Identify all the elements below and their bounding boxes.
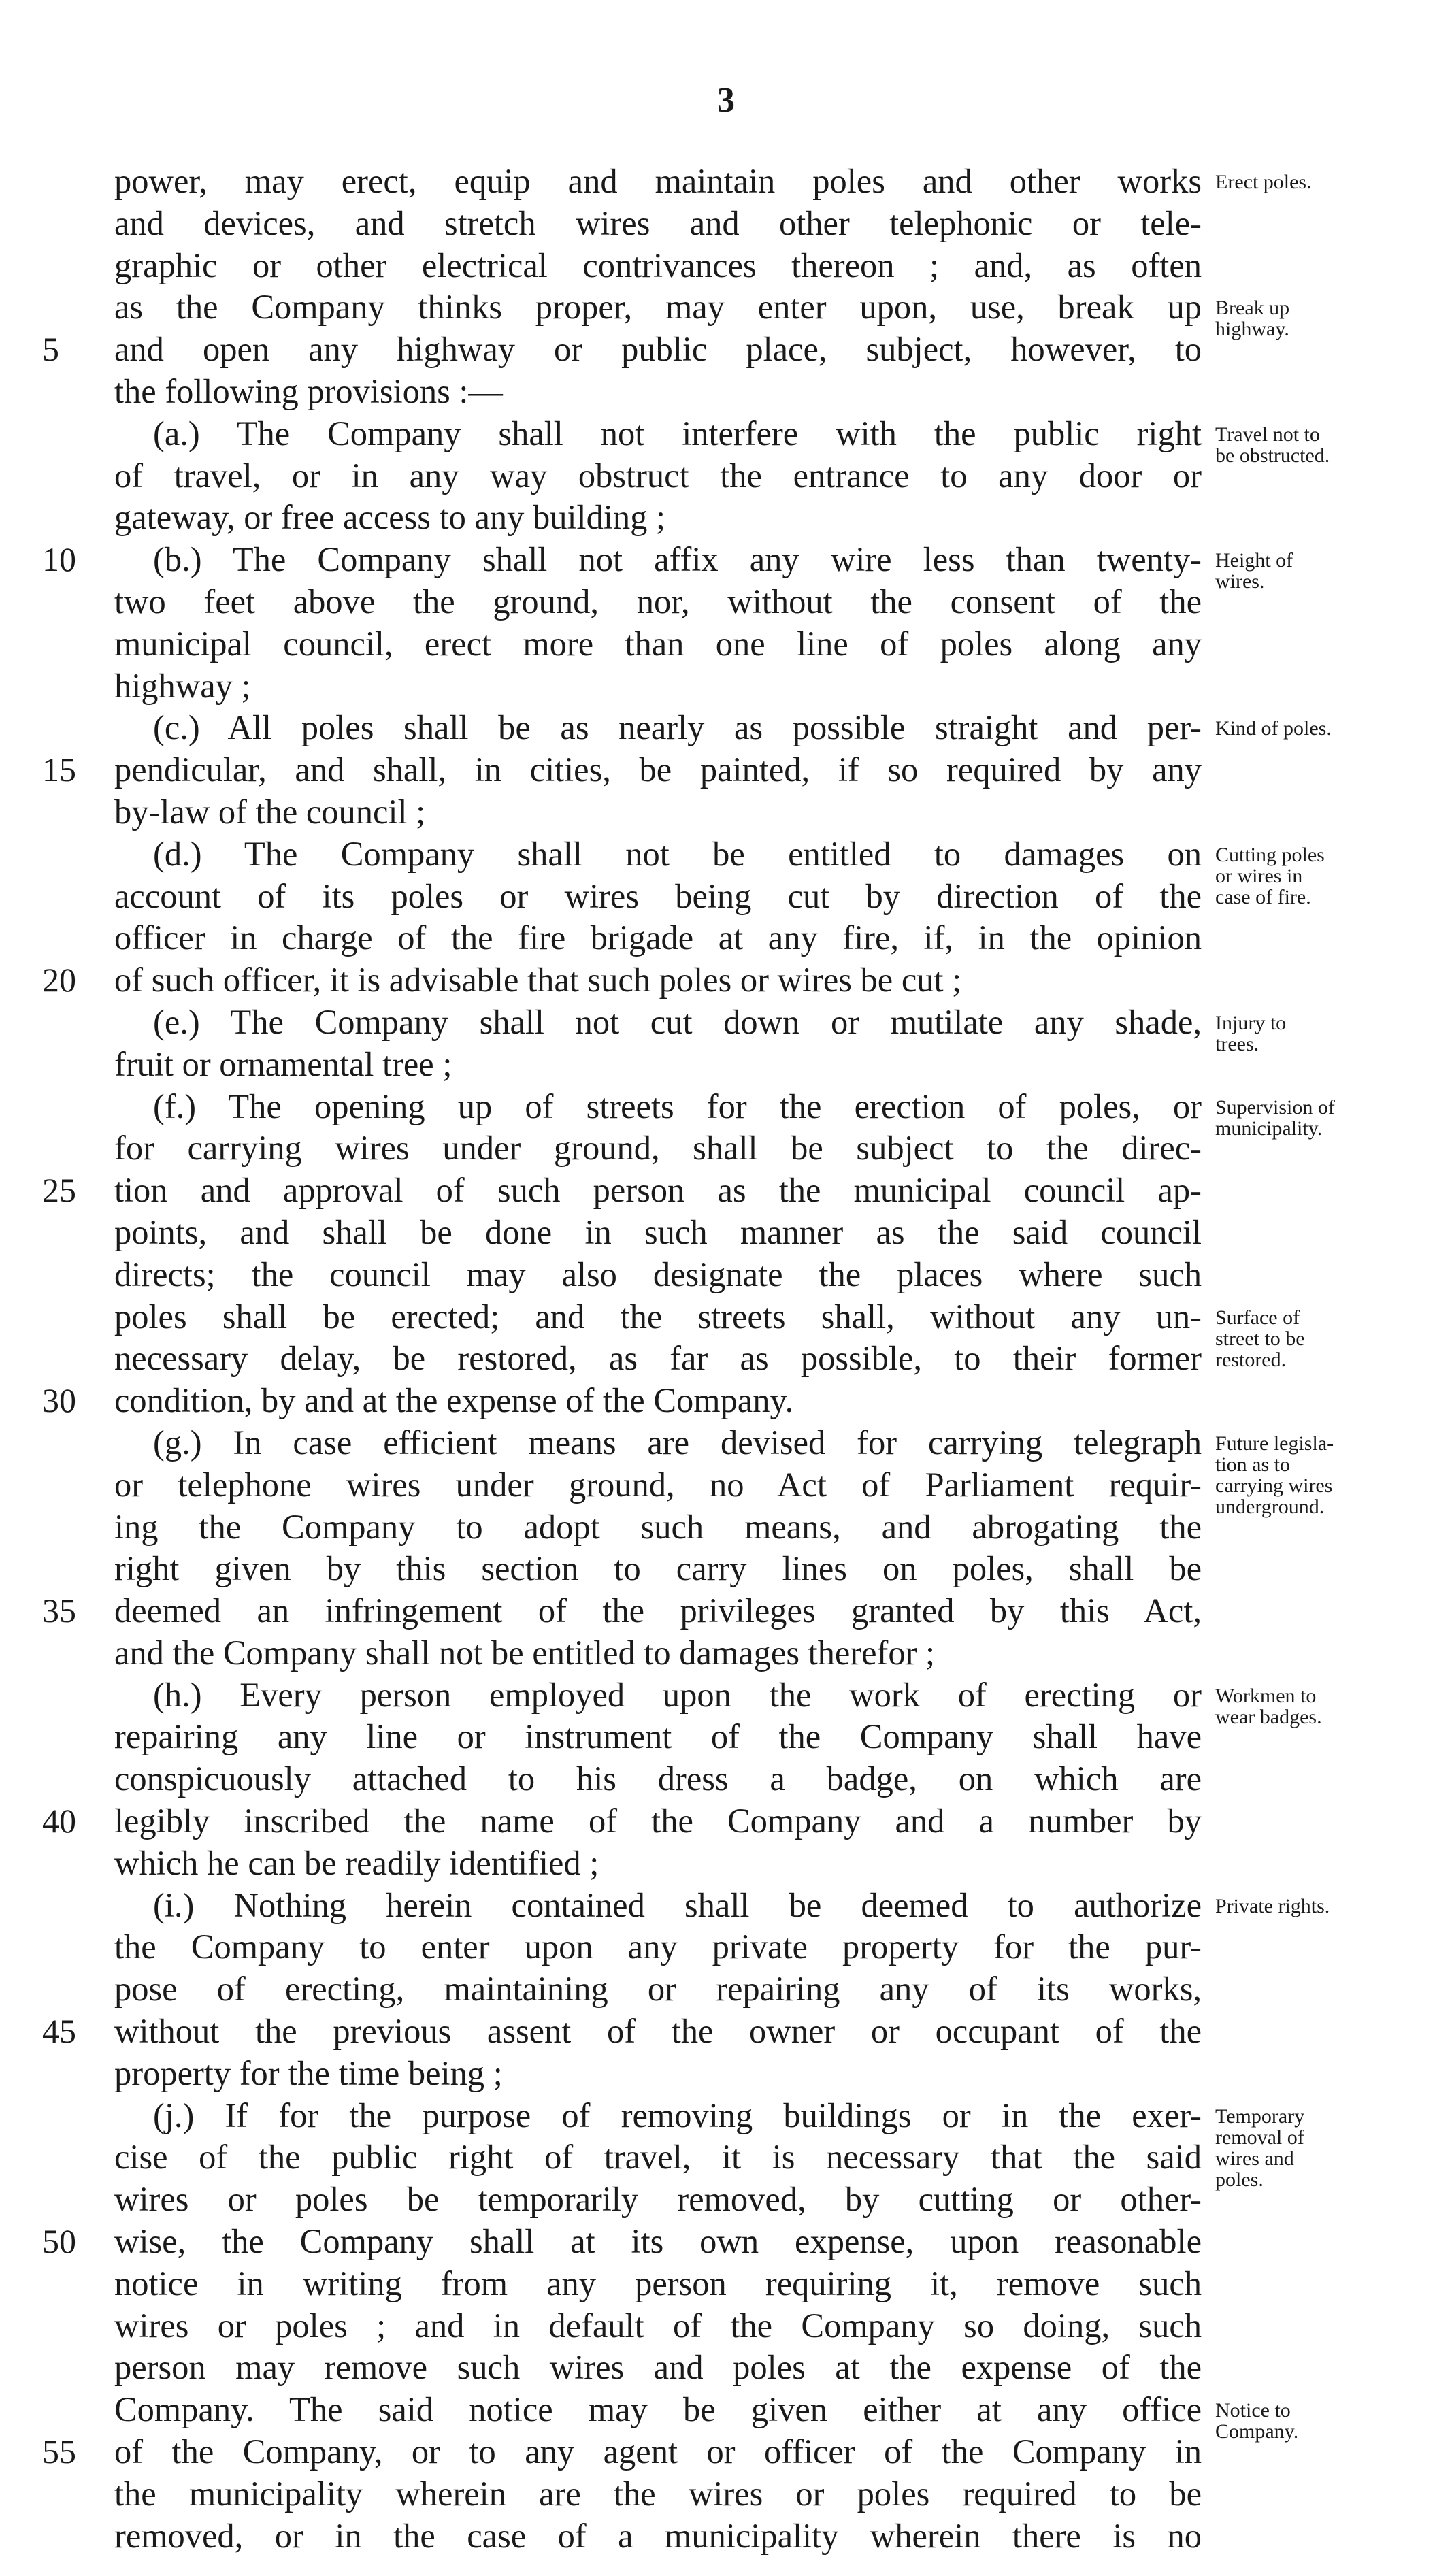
- line-text: without the previous assent of the owner or occupant of the: [114, 2012, 1202, 2051]
- text-line: [0, 203, 1452, 245]
- line-text: highway ;: [114, 666, 251, 705]
- text-line: [0, 1843, 1452, 1885]
- margin-note: Future legisla- tion as to carrying wires underground.: [1215, 1432, 1334, 1518]
- line-number: 5: [42, 330, 59, 369]
- text-line: [0, 2263, 1452, 2305]
- text-line: [0, 1758, 1452, 1800]
- margin-note: Cutting poles or wires in case of fire.: [1215, 843, 1325, 908]
- margin-note: Private rights.: [1215, 1894, 1330, 1917]
- line-text: and devices, and stretch wires and other telephonic or tele-: [114, 203, 1202, 242]
- line-text: ing the Company to adopt such means, and abrogating the: [114, 1507, 1202, 1546]
- line-text: Company. The said notice may be given either at any office: [114, 2390, 1202, 2429]
- text-line: [0, 1800, 1452, 1843]
- line-text: graphic or other electrical contrivances thereon ; and, as often: [114, 246, 1202, 284]
- margin-note: Travel not to be obstructed.: [1215, 423, 1330, 467]
- line-text: person may remove such wires and poles at the expense of the: [114, 2348, 1202, 2387]
- line-number: 35: [42, 1591, 76, 1630]
- line-text: (f.) The opening up of streets for the erection of poles, or: [153, 1087, 1202, 1125]
- text-line: [0, 1590, 1452, 1632]
- line-text: and open any highway or public place, subject, however, to: [114, 330, 1202, 369]
- line-text: of the Company, or to any agent or officer of the Company in: [114, 2432, 1202, 2471]
- line-text: for carrying wires under ground, shall be subject to the direc-: [114, 1129, 1202, 1168]
- line-text: necessary delay, be restored, as far as possible, to their former: [114, 1339, 1202, 1378]
- line-text: of such officer, it is advisable that such poles or wires be cut ;: [114, 961, 962, 1000]
- line-text: or telephone wires under ground, no Act of Parliament requir-: [114, 1465, 1202, 1504]
- margin-note: Erect poles.: [1215, 171, 1312, 193]
- margin-note: Break up highway.: [1215, 297, 1290, 341]
- margin-note: Workmen to wear badges.: [1215, 1684, 1322, 1728]
- line-text: the municipality wherein are the wires or poles required to be: [114, 2474, 1202, 2513]
- line-number: 10: [42, 540, 76, 579]
- margin-note: Kind of poles.: [1215, 717, 1332, 740]
- line-text: pendicular, and shall, in cities, be painted, if so required by any: [114, 750, 1202, 789]
- line-text: removed, or in the case of a municipality wherein there is no: [114, 2516, 1202, 2555]
- text-line: [0, 2053, 1452, 2095]
- line-text: power, may erect, equip and maintain poles and other works: [114, 162, 1202, 200]
- text-line: [0, 959, 1452, 1002]
- line-text: (h.) Every person employed upon the work of erecting or: [153, 1675, 1202, 1714]
- text-line: [0, 1170, 1452, 1212]
- text-line: [0, 2473, 1452, 2515]
- line-text: right given by this section to carry lines on poles, shall be: [114, 1549, 1202, 1588]
- text-line: [0, 665, 1452, 708]
- text-line: [0, 2305, 1452, 2347]
- line-text: deemed an infringement of the privileges granted by this Act,: [114, 1591, 1202, 1630]
- line-number: 50: [42, 2222, 76, 2261]
- line-number: 45: [42, 2012, 76, 2051]
- text-line: [0, 1380, 1452, 1422]
- margin-note: Notice to Company.: [1215, 2399, 1299, 2443]
- line-text: cise of the public right of travel, it is necessary that the said: [114, 2138, 1202, 2177]
- text-line: [0, 1926, 1452, 1968]
- line-text: wires or poles ; and in default of the Company so doing, such: [114, 2306, 1202, 2345]
- text-line: [0, 2011, 1452, 2053]
- line-text: points, and shall be done in such manner as the said council: [114, 1212, 1202, 1251]
- line-text: gateway, or free access to any building ;: [114, 498, 666, 537]
- line-text: (b.) The Company shall not affix any wire less than twenty-: [153, 540, 1202, 579]
- text-line: [0, 2347, 1452, 2389]
- text-line: [0, 1212, 1452, 1254]
- text-line: [0, 2515, 1452, 2558]
- line-text: poles shall be erected; and the streets shall, without any un-: [114, 1297, 1202, 1336]
- line-number: 40: [42, 1802, 76, 1840]
- text-line: [0, 2221, 1452, 2263]
- line-text: wires or poles be temporarily removed, by cutting or other-: [114, 2180, 1202, 2219]
- line-text: (j.) If for the purpose of removing buildings or in the exer-: [153, 2096, 1202, 2134]
- text-line: [0, 791, 1452, 833]
- line-number: 55: [42, 2432, 76, 2471]
- line-text: two feet above the ground, nor, without the consent of the: [114, 582, 1202, 621]
- line-number: 25: [42, 1171, 76, 1210]
- line-text: account of its poles or wires being cut by direction of the: [114, 876, 1202, 915]
- text-line: [0, 371, 1452, 413]
- text-line: [0, 1548, 1452, 1590]
- line-text: (i.) Nothing herein contained shall be deemed to authorize: [153, 1885, 1202, 1924]
- line-text: directs; the council may also designate the places where such: [114, 1255, 1202, 1293]
- line-number: 20: [42, 961, 76, 1000]
- margin-note: Height of wires.: [1215, 549, 1293, 593]
- line-number: 30: [42, 1381, 76, 1420]
- margin-note: Temporary removal of wires and poles.: [1215, 2104, 1305, 2191]
- line-text: property for the time being ;: [114, 2053, 503, 2092]
- line-number: 15: [42, 750, 76, 789]
- page-number: 3: [717, 81, 735, 120]
- line-text: tion and approval of such person as the municipal council ap-: [114, 1171, 1202, 1210]
- margin-note: Injury to trees.: [1215, 1012, 1287, 1055]
- line-text: wise, the Company shall at its own expense, upon reasonable: [114, 2222, 1202, 2261]
- line-text: by-law of the council ;: [114, 792, 426, 831]
- text-line: [0, 623, 1452, 665]
- line-text: officer in charge of the fire brigade at any fire, if, in the opinion: [114, 919, 1202, 957]
- line-text: (c.) All poles shall be as nearly as possible straight and per-: [153, 708, 1202, 747]
- line-text: (d.) The Company shall not be entitled to damages on: [153, 834, 1202, 873]
- line-text: pose of erecting, maintaining or repairing any of its works,: [114, 1970, 1202, 2009]
- line-text: of travel, or in any way obstruct the entrance to any door or: [114, 456, 1202, 495]
- line-text: the following provisions :—: [114, 371, 503, 410]
- line-text: repairing any line or instrument of the Company shall have: [114, 1717, 1202, 1756]
- line-text: and the Company shall not be entitled to damages therefor ;: [114, 1633, 936, 1672]
- text-line: [0, 1254, 1452, 1296]
- text-line: [0, 917, 1452, 959]
- line-text: fruit or ornamental tree ;: [114, 1044, 452, 1083]
- line-text: conspicuously attached to his dress a badge, on which are: [114, 1760, 1202, 1798]
- text-line: [0, 1632, 1452, 1674]
- line-text: (a.) The Company shall not interfere with the public right: [153, 414, 1202, 452]
- margin-note: Supervision of municipality.: [1215, 1095, 1335, 1140]
- line-text: the Company to enter upon any private property for the pur-: [114, 1928, 1202, 1966]
- text-line: [0, 497, 1452, 539]
- line-text: (g.) In case efficient means are devised for carrying telegraph: [153, 1423, 1202, 1462]
- line-text: condition, by and at the expense of the Company.: [114, 1381, 794, 1420]
- margin-note: Surface of street to be restored.: [1215, 1306, 1305, 1371]
- line-text: which he can be readily identified ;: [114, 1843, 599, 1882]
- line-text: (e.) The Company shall not cut down or mutilate any shade,: [153, 1002, 1202, 1041]
- line-text: as the Company thinks proper, may enter upon, use, break up: [114, 288, 1202, 327]
- line-text: legibly inscribed the name of the Company and a number by: [114, 1802, 1202, 1840]
- text-line: [0, 1968, 1452, 2011]
- line-text: municipal council, erect more than one line of poles along any: [114, 624, 1202, 663]
- line-text: notice in writing from any person requiring it, remove such: [114, 2264, 1202, 2302]
- text-line: [0, 245, 1452, 287]
- text-line: [0, 749, 1452, 791]
